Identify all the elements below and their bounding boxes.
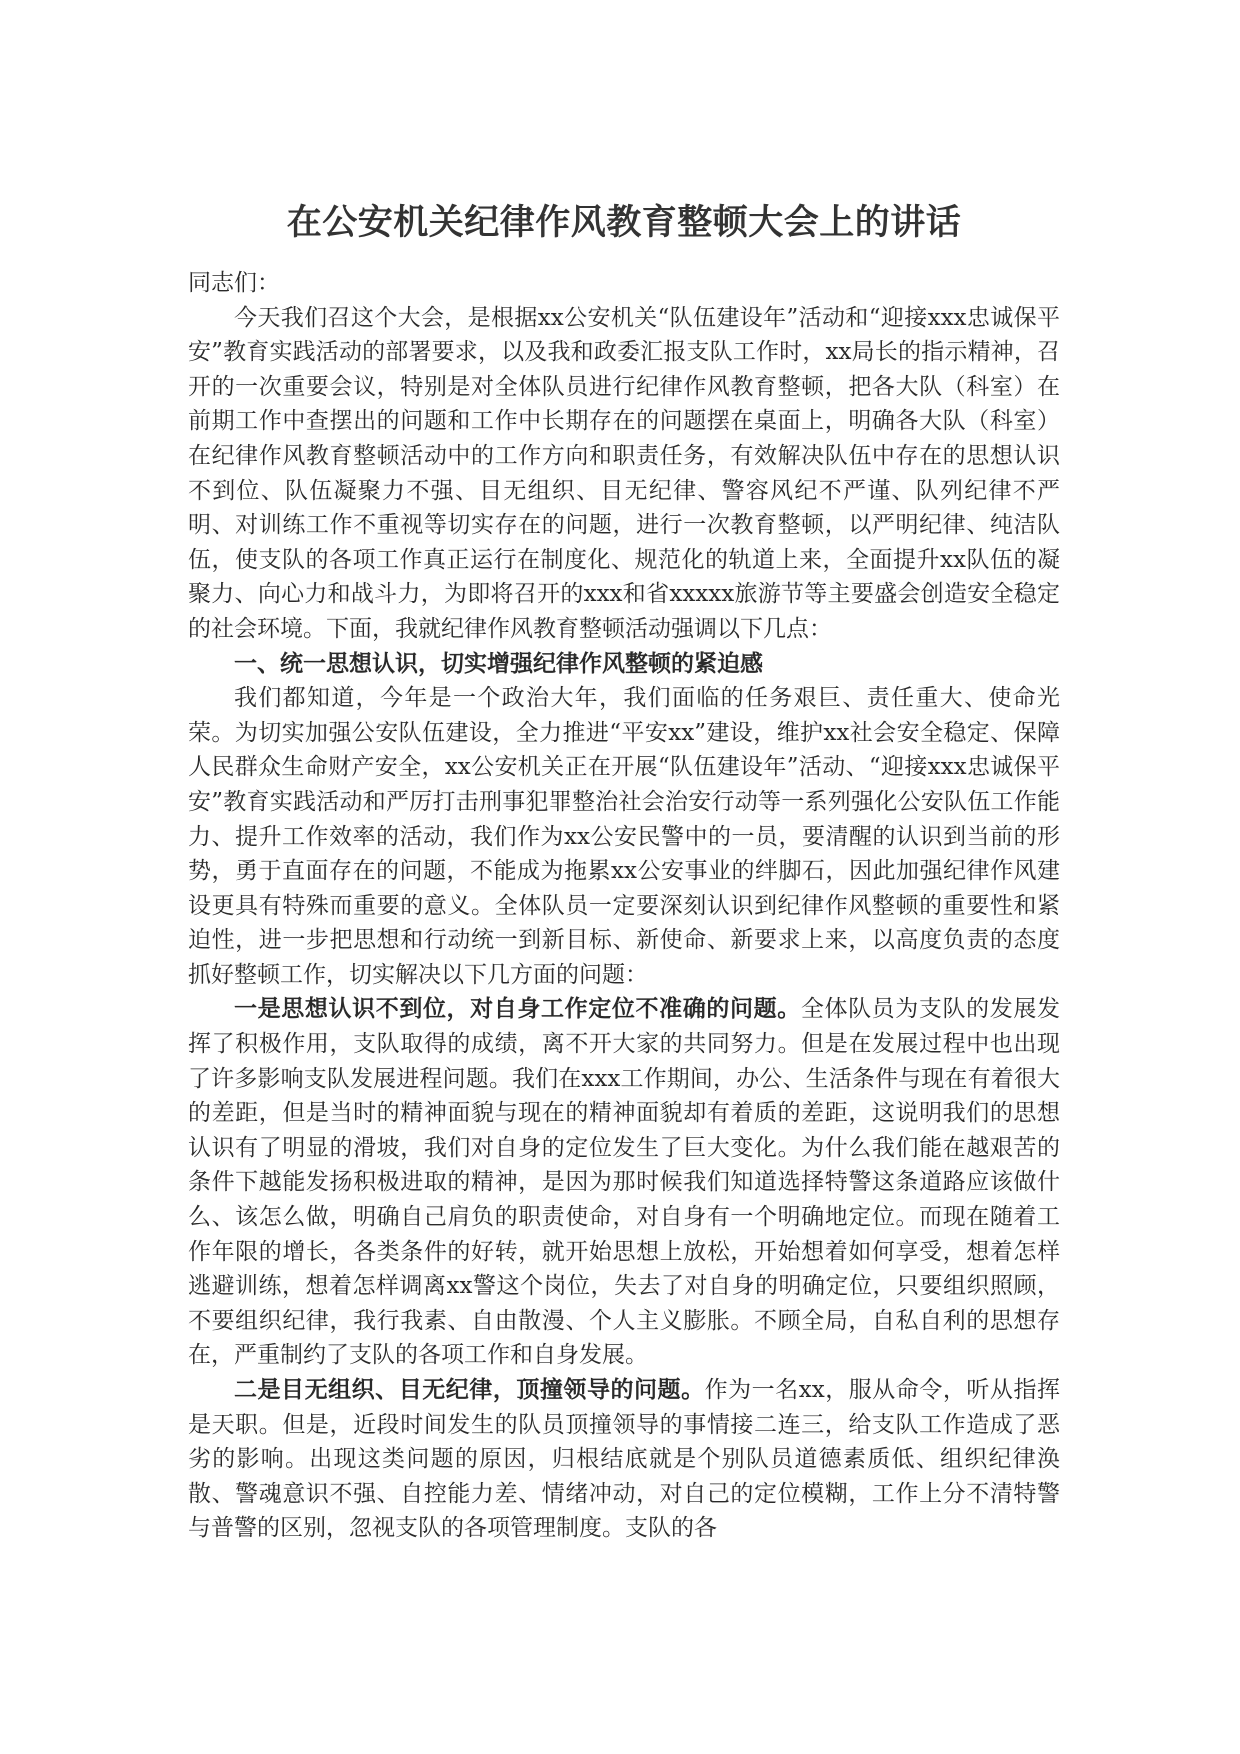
document-body <box>188 266 1060 1546</box>
document-title: 在公安机关纪律作风教育整顿大会上的讲话 <box>286 203 962 243</box>
point-2-text: 作为一名xx，服从命令，听从指挥是天职。但是，近段时间发生的队员顶撞领导的事情接二连三，给支队工作造成了恶劣的影响。出现这类问题的原因，归根结底就是个别队员道德素质低、组织纪律涣散、警魂意识不强、自控能力差、情绪冲动，对自己的定位模糊，工作上分不清特警与普警的区别，忽视支队的各项管理制度。支队的各 <box>188 1377 1060 1542</box>
salutation: 同志们： <box>188 270 280 296</box>
section-1-paragraph: 我们都知道，今年是一个政治大年，我们面临的任务艰巨、责任重大、使命光荣。为切实加强公安队伍建设，全力推进“平安xx”建设，维护xx社会安全稳定、保障人民群众生命财产安全，xx公安机关正在开展“队伍建设年”活动、“迎接xxx忠诚保平安”教育实践活动和严厉打击刑事犯罪整治社会治安行动等一系列强化公安队伍工作能力、提升工作效率的活动，我们作为xx公安民警中的一员，要清醒的认识到当前的形势，勇于直面存在的问题，不能成为拖累xx公安事业的绊脚石，因此加强纪律作风建设更具有特殊而重要的意义。全体队员一定要深刻认识到纪律作风整顿的重要性和紧迫性，进一步把思想和行动统一到新目标、新使命、新要求上来，以高度负责的态度抓好整顿工作，切实解决以下几方面的问题： <box>188 685 1060 988</box>
point-1-lead: 一是思想认识不到位，对自身工作定位不准确的问题。 <box>234 995 801 1023</box>
point-2-paragraph <box>188 1373 1060 1546</box>
point-1-text: 全体队员为支队的发展发挥了积极作用，支队取得的成绩，离不开大家的共同努力。但是在发展过程中也出现了许多影响支队发展进程问题。我们在xxx工作期间，办公、生活条件与现在有着很大的差距，但是当时的精神面貌与现在的精神面貌却有着质的差距，这说明我们的思想认识有了明显的滑坡，我们对自身的定位发生了巨大变化。为什么我们能在越艰苦的条件下越能发扬积极进取的精神，是因为那时候我们知道选择特警这条道路应该做什么、该怎么做，明确自己肩负的职责使命，对自身有一个明确地定位。而现在随着工作年限的增长，各类条件的好转，就开始思想上放松，开始想着如何享受，想着怎样逃避训练，想着怎样调离xx警这个岗位，失去了对自身的明确定位，只要组织照顾，不要组织纪律，我行我素、自由散漫、个人主义膨胀。不顾全局，自私自利的思想存在，严重制约了支队的各项工作和自身发展。 <box>188 996 1061 1369</box>
section-heading-1: 一、统一思想认识，切实增强纪律作风整顿的紧迫感 <box>234 649 763 677</box>
point-2-lead: 二是目无组织、目无纪律，顶撞领导的问题。 <box>234 1376 705 1403</box>
document-page <box>188 200 1060 1546</box>
point-1-paragraph <box>188 992 1060 1373</box>
intro-paragraph: 今天我们召这个大会，是根据xx公安机关“队伍建设年”活动和“迎接xxx忠诚保平安”教育实践活动的部署要求，以及我和政委汇报支队工作时，xx局长的指示精神，召开的一次重要会议，特别是对全体队员进行纪律作风教育整顿，把各大队（科室）在前期工作中查摆出的问题和工作中长期存在的问题摆在桌面上，明确各大队（科室）在纪律作风教育整顿活动中的工作方向和职责任务，有效解决队伍中存在的思想认识不到位、队伍凝聚力不强、目无组织、目无纪律、警容风纪不严谨、队列纪律不严明、对训练工作不重视等切实存在的问题，进行一次教育整顿，以严明纪律、纯洁队伍，使支队的各项工作真正运行在制度化、规范化的轨道上来，全面提升xx队伍的凝聚力、向心力和战斗力，为即将召开的xxx和省xxxxx旅游节等主要盛会创造安全稳定的社会环境。下面，我就纪律作风教育整顿活动强调以下几点： <box>188 304 1060 642</box>
